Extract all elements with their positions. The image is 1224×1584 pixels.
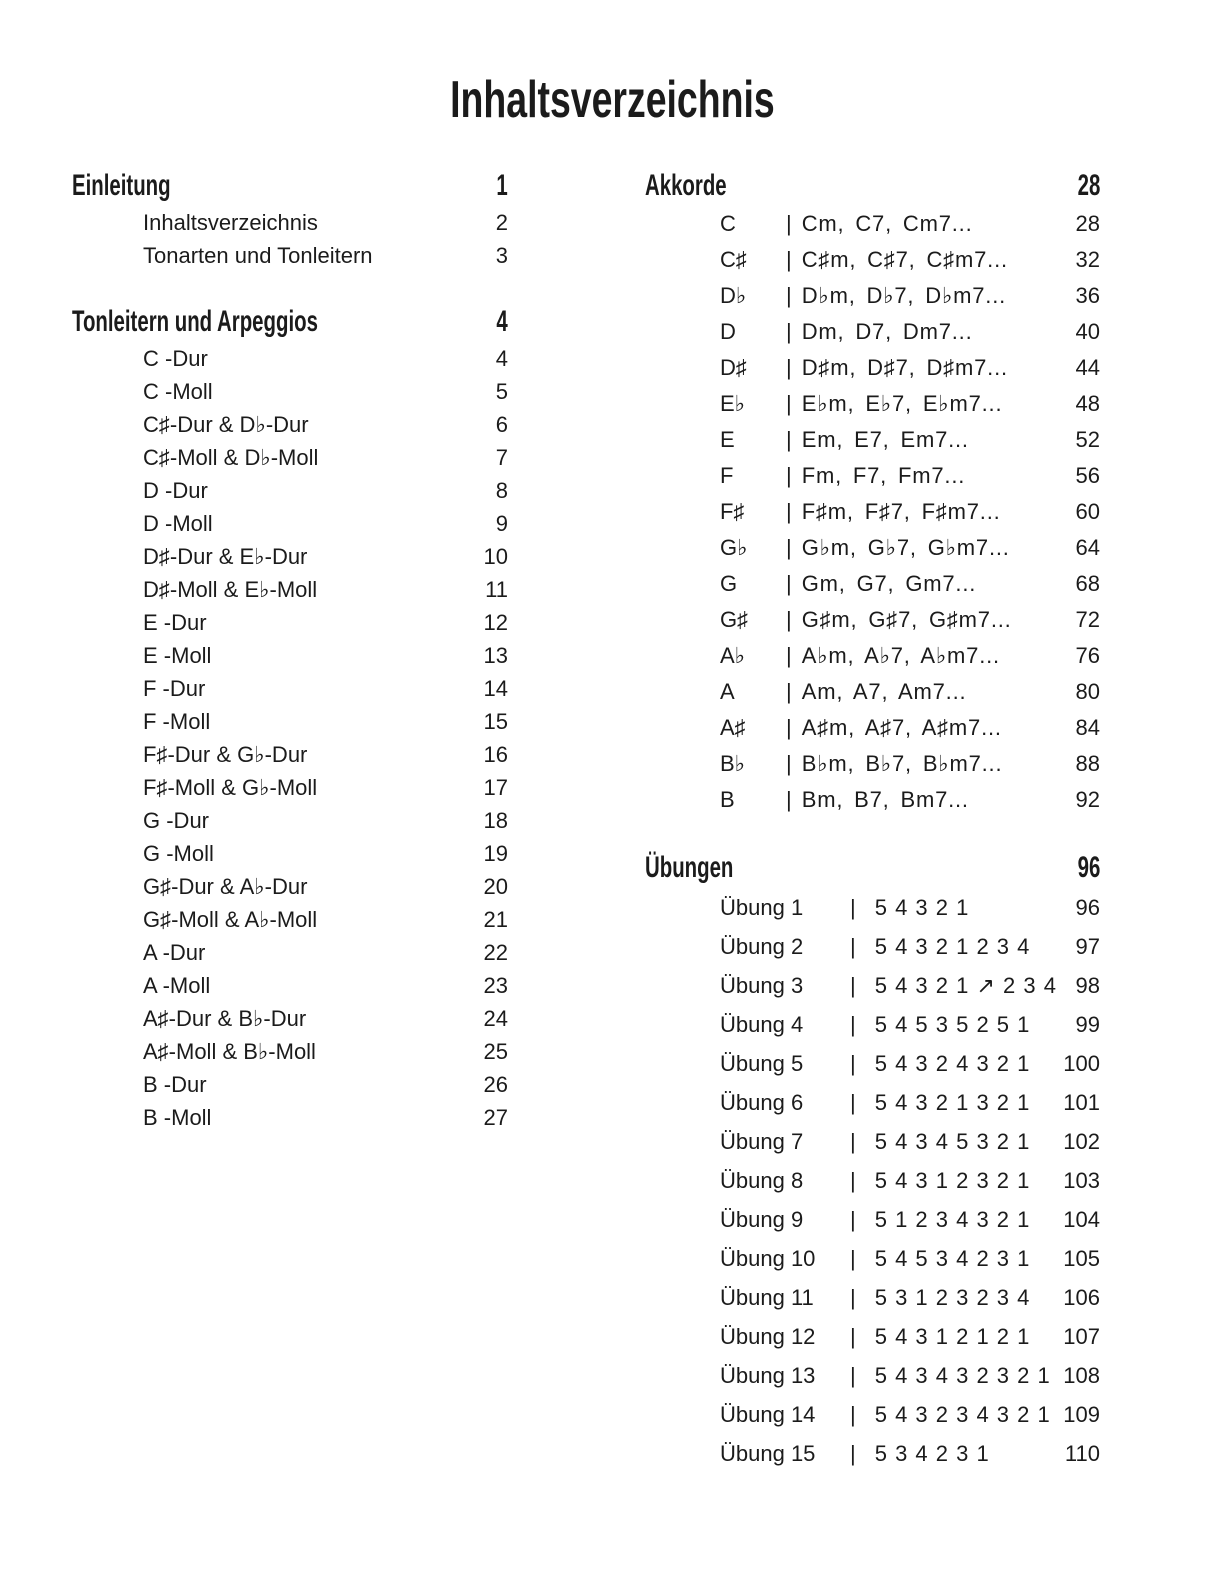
toc-entry-page-number: 103 [1063, 1168, 1100, 1193]
toc-entry-label: E -Dur [143, 610, 207, 635]
toc-entry-page-number: 12 [483, 610, 508, 635]
toc-entry-detail: 5 3 4 2 3 1 [874, 1441, 990, 1466]
toc-entry-label: Übung 4 [720, 1012, 804, 1037]
toc-entry-group [72, 342, 508, 408]
toc-entry-label: A -Dur [143, 940, 206, 965]
toc-entry-label: C♯ [720, 247, 747, 272]
toc-entry-detail: G♯m, G♯7, G♯m7... [801, 607, 1012, 632]
toc-entry-detail: 5 4 3 4 5 3 2 1 [874, 1129, 1030, 1154]
section-heading-row [72, 302, 508, 342]
toc-entry-group [72, 540, 508, 606]
toc-entry-label: Übung 2 [720, 934, 804, 959]
separator-bar: | [786, 643, 792, 668]
toc-entry-page-number: 68 [1075, 571, 1100, 596]
toc-entry-page-number: 16 [483, 742, 508, 767]
toc-entry [72, 1068, 508, 1101]
toc-entry-label: Übung 6 [720, 1090, 804, 1115]
toc-entry [645, 1083, 1100, 1122]
toc-entry [645, 386, 1100, 422]
toc-entry-page-number: 19 [483, 841, 508, 866]
section-page-number: 28 [1077, 169, 1100, 202]
toc-entry-detail: 5 4 3 2 1 ↗ 2 3 4 [874, 973, 1057, 998]
toc-entry-page-number: 92 [1075, 787, 1100, 812]
toc-entry-page-number: 13 [483, 643, 508, 668]
toc-entry-page-number: 76 [1075, 643, 1100, 668]
toc-entry [645, 206, 1100, 242]
toc-entry [645, 1122, 1100, 1161]
toc-entry [72, 441, 508, 474]
toc-entry-page-number: 40 [1075, 319, 1100, 344]
toc-entry-page-number: 32 [1075, 247, 1100, 272]
toc-entry-group [72, 804, 508, 870]
toc-entry-label: Übung 7 [720, 1129, 804, 1154]
separator-bar: | [786, 319, 792, 344]
separator-bar: | [850, 934, 856, 959]
toc-entry-label: A -Moll [143, 973, 211, 998]
toc-entry-page-number: 9 [495, 511, 508, 536]
section-heading: Akkorde [645, 169, 727, 202]
toc-entry-detail: 5 4 5 3 5 2 5 1 [874, 1012, 1030, 1037]
toc-entry-label: B [720, 787, 735, 812]
section-heading-row [72, 166, 508, 206]
toc-entry-label: D -Moll [143, 511, 213, 536]
toc-entry-label: A♯-Moll & B♭-Moll [143, 1039, 316, 1064]
toc-entry [72, 573, 508, 606]
toc-entry-group [72, 870, 508, 936]
toc-entry-page-number: 8 [495, 478, 508, 503]
toc-entry-label: A♯ [720, 715, 746, 740]
toc-entry-label: C [720, 211, 736, 236]
toc-entry-label: Übung 9 [720, 1207, 804, 1232]
toc-entry-page-number: 28 [1075, 211, 1100, 236]
toc-section [645, 166, 1100, 818]
toc-entry [72, 408, 508, 441]
toc-entry-page-number: 17 [483, 775, 508, 800]
toc-entry-page-number: 26 [483, 1072, 508, 1097]
toc-entry [645, 1044, 1100, 1083]
separator-bar: | [786, 211, 792, 236]
toc-entry-detail: Cm, C7, Cm7... [801, 211, 973, 236]
toc-entry-detail: B♭m, B♭7, B♭m7... [801, 751, 1003, 776]
toc-entry [645, 1239, 1100, 1278]
toc-entry [72, 870, 508, 903]
section-page-number: 4 [496, 305, 508, 338]
toc-entry-label: A♭ [720, 643, 746, 668]
toc-entry-label: F -Moll [143, 709, 211, 734]
separator-bar: | [786, 679, 792, 704]
toc-entry-detail: 5 4 3 2 1 2 3 4 [874, 934, 1030, 959]
toc-entry-page-number: 44 [1075, 355, 1100, 380]
page-title [0, 71, 1224, 129]
toc-entry-detail: 5 4 3 1 2 3 2 1 [874, 1168, 1030, 1193]
toc-entry-label: E -Moll [143, 643, 212, 668]
toc-entry-label: D -Dur [143, 478, 208, 503]
toc-entry-page-number: 21 [483, 907, 508, 932]
toc-entry [72, 639, 508, 672]
toc-entry [645, 1356, 1100, 1395]
toc-entry-label: E [720, 427, 735, 452]
toc-entry [72, 903, 508, 936]
toc-entry-page-number: 110 [1064, 1441, 1100, 1466]
toc-entry-page-number: 97 [1075, 934, 1100, 959]
toc-entry-group [72, 1002, 508, 1068]
toc-entry-label: C -Moll [143, 379, 213, 404]
toc-entry-label: F -Dur [143, 676, 206, 701]
toc-entry-label: F♯ [720, 499, 745, 524]
toc-entry-detail: 5 4 3 2 4 3 2 1 [874, 1051, 1030, 1076]
toc-entry-page-number: 3 [495, 243, 508, 268]
toc-entry-page-number: 11 [485, 577, 508, 602]
toc-entry [645, 710, 1100, 746]
toc-entry [645, 1395, 1100, 1434]
toc-entry-detail: 5 4 3 2 3 4 3 2 1 [874, 1402, 1051, 1427]
toc-entry [645, 1278, 1100, 1317]
separator-bar: | [850, 1285, 856, 1310]
toc-entry-label: G♭ [720, 535, 748, 560]
toc-entry-page-number: 15 [483, 709, 508, 734]
toc-entry [645, 746, 1100, 782]
toc-entry-page-number: 7 [495, 445, 508, 470]
toc-entry-label: C♯-Moll & D♭-Moll [143, 445, 319, 470]
toc-entry-page-number: 56 [1075, 463, 1100, 488]
toc-entry-page-number: 10 [483, 544, 508, 569]
toc-entry-label: G -Dur [143, 808, 209, 833]
toc-right-column [645, 166, 1100, 1473]
toc-entry [645, 927, 1100, 966]
toc-entry-label: F [720, 463, 734, 488]
toc-entry [72, 239, 508, 272]
toc-entry-label: G♯-Moll & A♭-Moll [143, 907, 318, 932]
toc-entry-page-number: 4 [495, 346, 508, 371]
separator-bar: | [786, 499, 792, 524]
toc-entry [72, 672, 508, 705]
toc-entry-detail: A♭m, A♭7, A♭m7... [801, 643, 1000, 668]
section-heading-row [645, 166, 1100, 206]
toc-entry-label: F♯-Moll & G♭-Moll [143, 775, 318, 800]
toc-entry-detail: 5 1 2 3 4 3 2 1 [874, 1207, 1030, 1232]
toc-entry-page-number: 107 [1063, 1324, 1100, 1349]
toc-entry [645, 314, 1100, 350]
toc-entry-page-number: 24 [483, 1006, 508, 1031]
toc-entry-label: B -Dur [143, 1072, 207, 1097]
toc-entry-detail: 5 4 3 2 1 [874, 895, 969, 920]
toc-entry-label: C -Dur [143, 346, 208, 371]
section-heading-row [645, 848, 1100, 888]
toc-entry-page-number: 48 [1075, 391, 1100, 416]
toc-entry-detail: F♯m, F♯7, F♯m7... [801, 499, 1001, 524]
toc-entry [645, 782, 1100, 818]
toc-entry-group [72, 672, 508, 738]
toc-entry-label: C♯-Dur & D♭-Dur [143, 412, 309, 437]
separator-bar: | [786, 787, 792, 812]
toc-entry [645, 638, 1100, 674]
separator-bar: | [850, 1363, 856, 1388]
toc-entry-detail: 5 3 1 2 3 2 3 4 [874, 1285, 1030, 1310]
toc-entry-detail: D♯m, D♯7, D♯m7... [801, 355, 1008, 380]
toc-entry-page-number: 100 [1063, 1051, 1100, 1076]
separator-bar: | [786, 535, 792, 560]
toc-entry-label: Übung 8 [720, 1168, 804, 1193]
toc-entry-detail: Gm, G7, Gm7... [801, 571, 977, 596]
toc-entry-page-number: 14 [483, 676, 508, 701]
separator-bar: | [850, 1441, 856, 1466]
toc-columns [0, 126, 1224, 1473]
separator-bar: | [850, 1246, 856, 1271]
toc-entry-page-number: 99 [1075, 1012, 1100, 1037]
toc-entry [72, 206, 508, 239]
toc-entry-label: Tonarten und Tonleitern [143, 243, 373, 268]
toc-entry-page-number: 98 [1075, 973, 1100, 998]
toc-section [72, 166, 508, 272]
toc-entry-label: Übung 3 [720, 973, 804, 998]
toc-entry-page-number: 72 [1075, 607, 1100, 632]
toc-entry-label: Übung 14 [720, 1402, 816, 1427]
toc-entry-detail: D♭m, D♭7, D♭m7... [801, 283, 1007, 308]
toc-entry-detail: Fm, F7, Fm7... [801, 463, 966, 488]
toc-entry-page-number: 60 [1075, 499, 1100, 524]
toc-entry-detail: Em, E7, Em7... [801, 427, 969, 452]
toc-entry-detail: Dm, D7, Dm7... [801, 319, 973, 344]
toc-entry-page-number: 27 [483, 1105, 508, 1130]
toc-entry-label: Übung 10 [720, 1246, 816, 1271]
toc-entry-page-number: 105 [1063, 1246, 1100, 1271]
toc-entry-label: D♯-Dur & E♭-Dur [143, 544, 308, 569]
toc-entry-page-number: 36 [1075, 283, 1100, 308]
toc-entry [72, 771, 508, 804]
toc-entry [645, 566, 1100, 602]
toc-entry [645, 1200, 1100, 1239]
toc-entry [72, 606, 508, 639]
toc-entry-detail: 5 4 3 1 2 1 2 1 [874, 1324, 1030, 1349]
toc-entry [72, 540, 508, 573]
toc-entry [72, 1035, 508, 1068]
separator-bar: | [786, 247, 792, 272]
toc-entry-page-number: 108 [1063, 1363, 1100, 1388]
toc-entry [645, 242, 1100, 278]
toc-entry [72, 474, 508, 507]
toc-entry-page-number: 6 [495, 412, 508, 437]
separator-bar: | [786, 607, 792, 632]
toc-entry-page-number: 2 [495, 210, 508, 235]
toc-entry-label: Übung 1 [720, 895, 804, 920]
toc-entry-label: D♭ [720, 283, 747, 308]
page-title-text: Inhaltsverzeichnis [449, 71, 775, 129]
toc-entry-label: A [720, 679, 735, 704]
toc-entry-group [72, 474, 508, 540]
separator-bar: | [850, 1168, 856, 1193]
toc-entry-label: G♯ [720, 607, 749, 632]
section-page-number: 96 [1077, 851, 1100, 884]
toc-entry-label: Übung 13 [720, 1363, 816, 1388]
toc-entry-page-number: 109 [1063, 1402, 1100, 1427]
toc-entry-label: Übung 15 [720, 1441, 816, 1466]
toc-entry-label: A♯-Dur & B♭-Dur [143, 1006, 307, 1031]
separator-bar: | [850, 1402, 856, 1427]
toc-entry-page-number: 18 [483, 808, 508, 833]
toc-entry [645, 350, 1100, 386]
toc-entry-detail: G♭m, G♭7, G♭m7... [801, 535, 1010, 560]
toc-entry-page-number: 102 [1063, 1129, 1100, 1154]
separator-bar: | [786, 355, 792, 380]
toc-entry-label: Übung 12 [720, 1324, 816, 1349]
toc-entry [72, 1101, 508, 1134]
toc-entry-label: Übung 5 [720, 1051, 804, 1076]
toc-entry [645, 278, 1100, 314]
toc-entry-label: E♭ [720, 391, 746, 416]
toc-entry [72, 837, 508, 870]
separator-bar: | [786, 391, 792, 416]
toc-entry-detail: Am, A7, Am7... [801, 679, 967, 704]
toc-entry-page-number: 96 [1075, 895, 1100, 920]
toc-entry-page-number: 106 [1063, 1285, 1100, 1310]
toc-entry-detail: 5 4 3 2 1 3 2 1 [874, 1090, 1030, 1115]
toc-entry-group [72, 606, 508, 672]
toc-entry [72, 969, 508, 1002]
section-heading: Tonleitern und Arpeggios [72, 305, 318, 338]
toc-entry-label: D♯ [720, 355, 747, 380]
toc-entry [645, 1317, 1100, 1356]
toc-entry-page-number: 64 [1075, 535, 1100, 560]
separator-bar: | [850, 1324, 856, 1349]
toc-entry-detail: 5 4 5 3 4 2 3 1 [874, 1246, 1030, 1271]
toc-entry-detail: A♯m, A♯7, A♯m7... [801, 715, 1002, 740]
toc-entry-label: Übung 11 [720, 1285, 814, 1310]
toc-entry-detail: E♭m, E♭7, E♭m7... [801, 391, 1003, 416]
toc-entry [645, 530, 1100, 566]
toc-section [72, 302, 508, 1134]
toc-entry-label: Inhaltsverzeichnis [143, 210, 318, 235]
toc-entry [72, 705, 508, 738]
toc-entry-group [72, 408, 508, 474]
section-heading: Übungen [645, 851, 734, 884]
toc-entry [645, 494, 1100, 530]
toc-entry-detail: Bm, B7, Bm7... [801, 787, 969, 812]
toc-entry [72, 936, 508, 969]
toc-entry-page-number: 23 [483, 973, 508, 998]
toc-entry-label: G -Moll [143, 841, 214, 866]
toc-entry-page-number: 88 [1075, 751, 1100, 776]
toc-left-column [72, 166, 508, 1134]
separator-bar: | [786, 463, 792, 488]
toc-entry [72, 375, 508, 408]
separator-bar: | [786, 751, 792, 776]
separator-bar: | [786, 715, 792, 740]
toc-entry [72, 738, 508, 771]
toc-entry [72, 342, 508, 375]
toc-entry-group [72, 206, 508, 272]
separator-bar: | [786, 283, 792, 308]
toc-entry-label: F♯-Dur & G♭-Dur [143, 742, 308, 767]
toc-entry [645, 458, 1100, 494]
section-heading: Einleitung [72, 169, 171, 202]
toc-entry [72, 804, 508, 837]
separator-bar: | [850, 1207, 856, 1232]
toc-entry-label: G [720, 571, 738, 596]
section-page-number: 1 [496, 169, 508, 202]
toc-entry-page-number: 52 [1075, 427, 1100, 452]
separator-bar: | [850, 1051, 856, 1076]
toc-entry [645, 1434, 1100, 1473]
toc-entry-group [72, 936, 508, 1002]
toc-entry-page-number: 101 [1063, 1090, 1100, 1115]
toc-entry [645, 1161, 1100, 1200]
separator-bar: | [850, 1012, 856, 1037]
toc-entry [645, 674, 1100, 710]
separator-bar: | [850, 895, 856, 920]
toc-entry-group [72, 738, 508, 804]
toc-entry-detail: 5 4 3 4 3 2 3 2 1 [874, 1363, 1051, 1388]
separator-bar: | [850, 1129, 856, 1154]
toc-entry [72, 507, 508, 540]
toc-entry-page-number: 104 [1063, 1207, 1100, 1232]
toc-entry-group [72, 1068, 508, 1134]
toc-entry [645, 422, 1100, 458]
toc-entry-label: B -Moll [143, 1105, 212, 1130]
toc-section [645, 848, 1100, 1473]
toc-entry-label: D [720, 319, 736, 344]
separator-bar: | [850, 973, 856, 998]
separator-bar: | [786, 571, 792, 596]
toc-entry-page-number: 25 [483, 1039, 508, 1064]
separator-bar: | [786, 427, 792, 452]
toc-entry-page-number: 20 [483, 874, 508, 899]
separator-bar: | [850, 1090, 856, 1115]
toc-entry-label: D♯-Moll & E♭-Moll [143, 577, 318, 602]
toc-entry [72, 1002, 508, 1035]
toc-entry [645, 602, 1100, 638]
toc-entry-page-number: 5 [495, 379, 508, 404]
toc-entry-detail: C♯m, C♯7, C♯m7... [801, 247, 1008, 272]
toc-entry-label: G♯-Dur & A♭-Dur [143, 874, 308, 899]
toc-entry-page-number: 84 [1075, 715, 1100, 740]
toc-entry-page-number: 22 [483, 940, 508, 965]
toc-entry-label: B♭ [720, 751, 746, 776]
toc-entry [645, 888, 1100, 927]
toc-entry [645, 1005, 1100, 1044]
toc-entry [645, 966, 1100, 1005]
toc-entry-page-number: 80 [1075, 679, 1100, 704]
